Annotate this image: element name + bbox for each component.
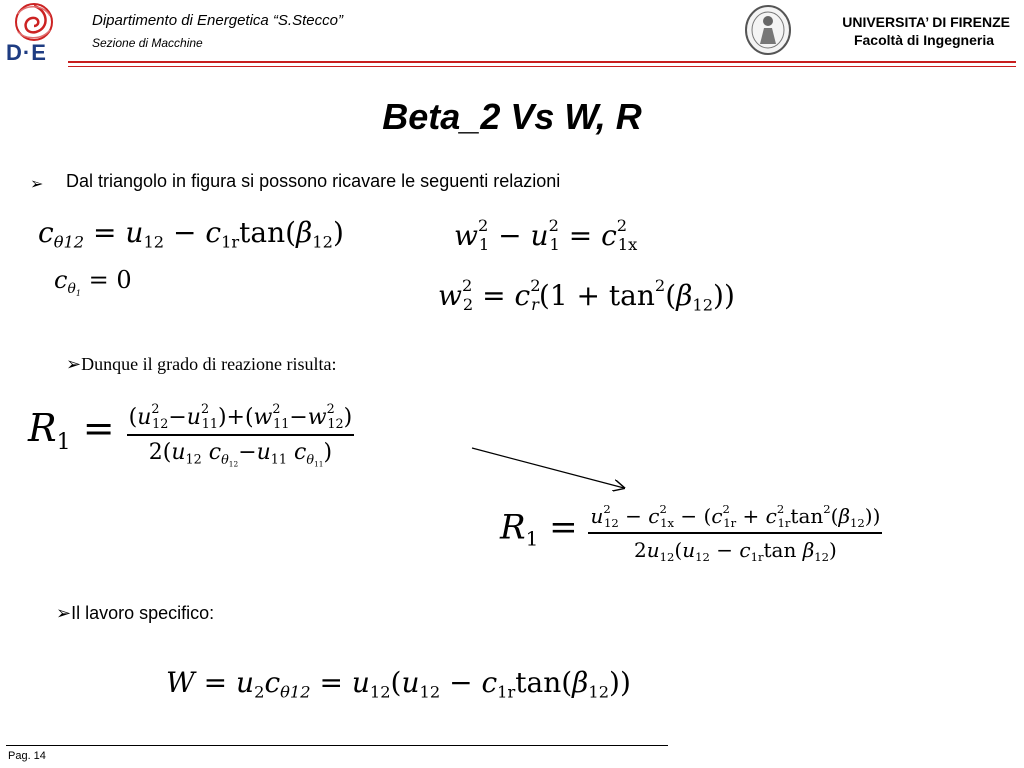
fraction bbox=[127, 402, 355, 468]
equation-r1-specific: R1 = $\frac{u^2_{12} - c^2_{1x} - (c^2_{1r} + c^2_{1r}\tan^2(\beta_{12}))}{2u_{12}(u_{12} - c_{1r}\tan \beta_{12})}$ bbox=[500, 502, 881, 564]
header-divider bbox=[68, 61, 1016, 63]
numerator: $(u^2_{12}-u^2_{11})+(w^2_{11}-w^2_{12})$ bbox=[127, 402, 355, 436]
numerator: $u^2_{12} - c^2_{1x} - (c^2_{1r} + c^2_{1r}\tan^2(\beta_{12}))$ bbox=[588, 502, 882, 534]
bullet-arrow-icon: ➢ bbox=[66, 354, 82, 374]
bullet-text: Dal triangolo in figura si possono ricavare le seguenti relazioni bbox=[66, 171, 561, 191]
denominator: $2(u_{12}$ $c_{\theta_{12}}-u_{11}$ $c_{\theta_{11}}$) bbox=[148, 440, 333, 469]
equation-specific-work: $W = u_2c_{\theta 12} = u_{12}(u_{12} - c_{1r}\tan(\beta_{12}))$ bbox=[166, 666, 631, 702]
footer-divider bbox=[6, 745, 668, 746]
department-logo bbox=[4, 2, 64, 66]
university-seal-icon bbox=[744, 4, 792, 56]
page-number: Pag. 14 bbox=[8, 750, 46, 762]
bullet-item bbox=[56, 603, 214, 624]
equation-c-theta12: $c_{\theta 12} = u_{12} - c_{1r}\tan(\beta_{12})$ bbox=[38, 216, 344, 252]
bullet-arrow-icon: ➢ bbox=[30, 176, 44, 193]
bullet-text: Il lavoro specifico: bbox=[71, 603, 215, 623]
equation-c-theta1: $c_{\theta_1} = 0$ bbox=[54, 266, 132, 298]
university-name: UNIVERSITA’ DI FIRENZE bbox=[842, 14, 1010, 30]
equation-w2: $w^2_2 = c^2_r(1 + \tan^2(\beta_{12}))$ bbox=[438, 276, 735, 315]
department-section: Sezione di Macchine bbox=[92, 36, 203, 50]
equation-r1-general: R1 = $\frac{(u^2_{12}-u^2_{11})+(w^2_{11}-w^2_{12})}{2(u_{12} c_{\theta_{12}}-u_{11} c_{\theta_{11}})}$ bbox=[28, 402, 353, 469]
bullet-text: Dunque il grado di reazione risulta: bbox=[81, 354, 337, 374]
header-divider-thin bbox=[68, 66, 1016, 67]
slide-title: Beta_2 Vs W, R bbox=[382, 96, 642, 137]
logo-text: D·E bbox=[6, 40, 47, 65]
department-name: Dipartimento di Energetica “S.Stecco” bbox=[92, 12, 343, 29]
fraction bbox=[588, 502, 882, 564]
denominator: $2u_{12}(u_{12} - c_{1r}\tan$ $\beta_{12}$) bbox=[634, 537, 837, 564]
bullet-arrow-icon: ➢ bbox=[56, 603, 72, 623]
equation-w1: $w^2_1 - u^2_1 = c^2_{1x}$ bbox=[454, 216, 638, 255]
bullet-item bbox=[66, 354, 337, 375]
faculty-name: Facoltà di Ingegneria bbox=[853, 32, 994, 48]
